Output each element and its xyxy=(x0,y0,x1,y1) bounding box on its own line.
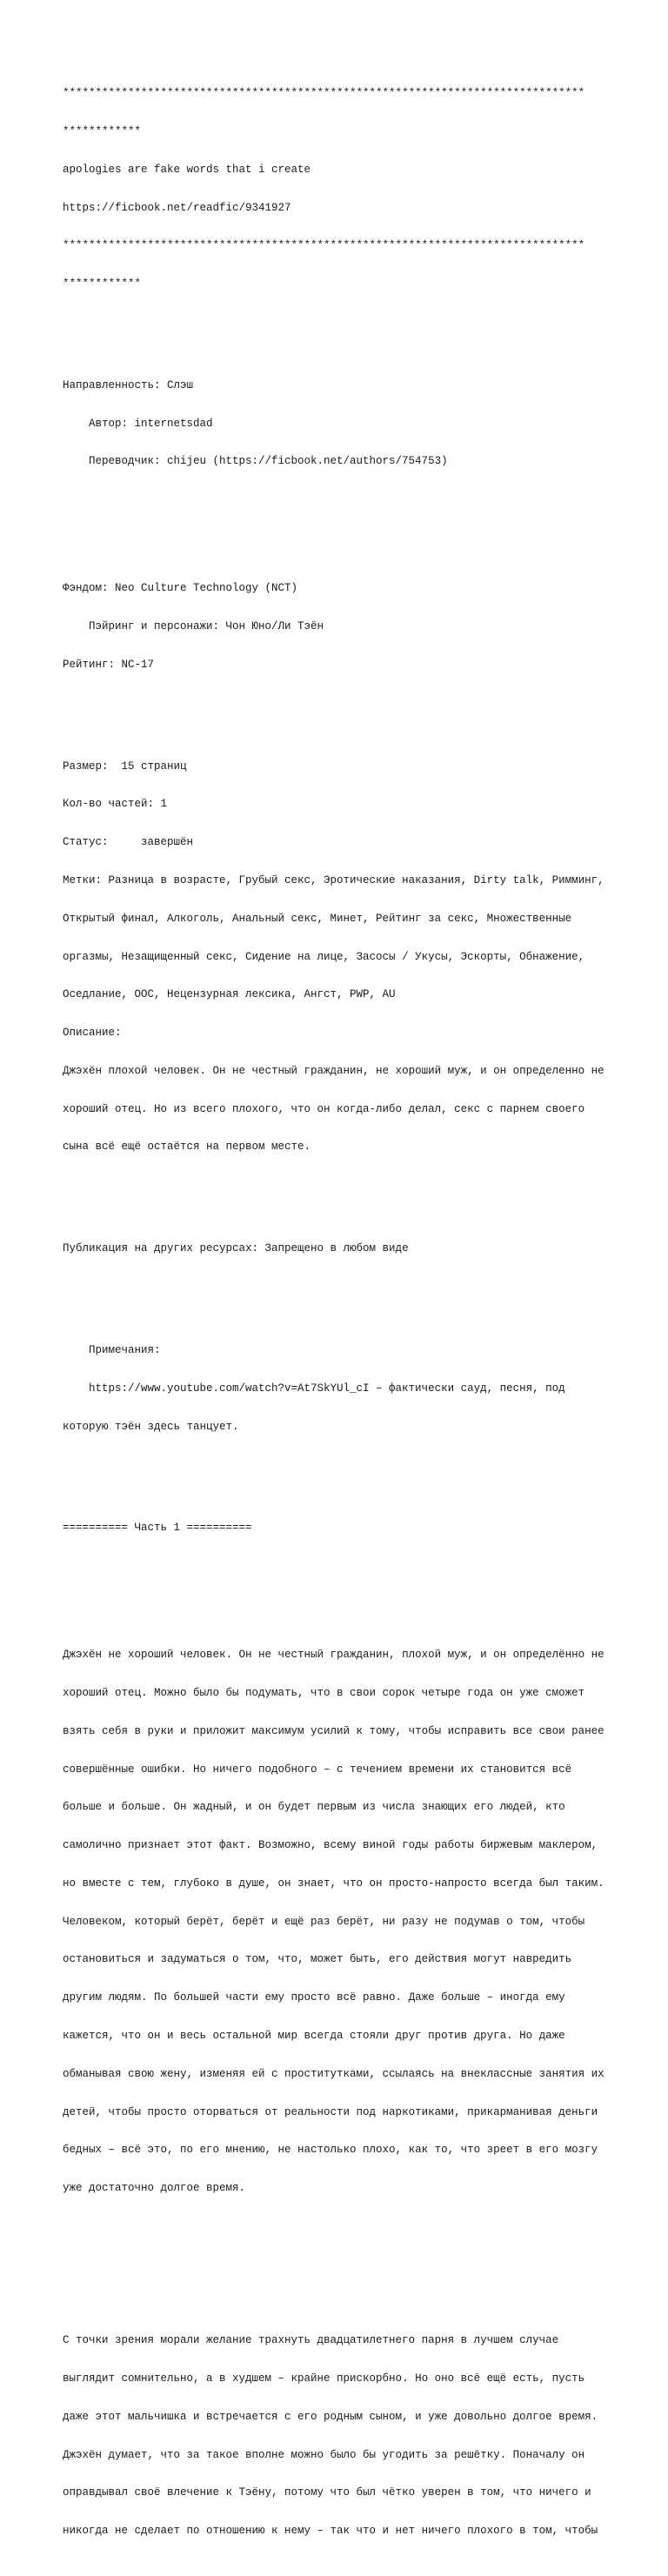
work-url: https://ficbook.net/readfic/9341927 xyxy=(63,201,291,214)
pairing-field: Пэйринг и персонажи: Чон Юно/Ли Тэён xyxy=(89,620,324,633)
spacer xyxy=(63,709,619,722)
paragraph-line: уже достаточно долгое время. xyxy=(63,2182,246,2195)
spacer xyxy=(63,328,619,341)
spacer xyxy=(63,506,619,545)
spacer xyxy=(63,1294,619,1307)
tags-line: Оседлание, OOC, Нецензурная лексика, Ангст, PWP, AU xyxy=(63,988,396,1001)
spacer xyxy=(63,1192,619,1205)
work-title: apologies are fake words that i create xyxy=(63,163,311,176)
chapter-paragraph-1 xyxy=(63,1623,619,2220)
paragraph-line: обманывая свою жену, изменяя ей с проститутками, ссылаясь на внеклассные занятия их xyxy=(63,2067,605,2080)
notes-line: https://www.youtube.com/watch?v=At7SkYUl_cI – фактически сауд, песня, под xyxy=(89,1382,565,1395)
publication-field: Публикация на других ресурсах: Запрещено в любом виде xyxy=(63,1242,409,1255)
paragraph-line: больше и больше. Он жадный, и он будет первым из числа знающих его людей, кто xyxy=(63,1801,565,1814)
paragraph-line: даже этот мальчишка и встречается с его родным сыном, и уже довольно долгое время. xyxy=(63,2410,598,2423)
rating-field: Рейтинг: NC-17 xyxy=(63,658,155,671)
tags-line: оргазмы, Незащищенный секс, Сидение на лице, Засосы / Укусы, Эскорты, Обнажение, xyxy=(63,950,585,963)
paragraph-line: совершённые ошибки. Но ничего подобного – с течением времени их становится всё xyxy=(63,1763,572,1776)
paragraph-line: кажется, что он и весь остальной мир всегда стояли друг против друга. Но даже xyxy=(63,2030,565,2043)
description-line: хороший отец. Но из всего плохого, что он когда-либо делал, секс с парнем своего xyxy=(63,1102,585,1115)
paragraph-line: хороший отец. Можно было бы подумать, что в свои сорок четыре года он уже сможет xyxy=(63,1687,585,1700)
spacer xyxy=(63,2258,619,2272)
notes-line: которую тэён здесь танцует. xyxy=(63,1420,239,1433)
header-stars-top: ******************************************************************************** xyxy=(63,87,585,100)
description-line: сына всё ещё остаётся на первом месте. xyxy=(63,1141,311,1154)
fandom-field: Фэндом: Neo Culture Technology (NCT) xyxy=(63,582,298,595)
header-stars-bottom: ******************************************************************************** xyxy=(63,239,585,252)
paragraph-line: оправдывал своё влечение к Тэёну, потому что был чётко уверен в том, что ничего и xyxy=(63,2486,591,2499)
description-line: Джэхён плохой человек. Он не честный гражданин, не хороший муж, и он определенно не xyxy=(63,1064,605,1077)
paragraph-line: С точки зрения морали желание трахнуть двадцатилетнего парня в лучшем случае xyxy=(63,2334,559,2347)
paragraph-line: никогда не сделает по отношению к нему – так что и нет ничего плохого в том, чтобы xyxy=(63,2525,598,2538)
paragraph-line: другим людям. По большей части ему просто всё равно. Даже больше – иногда ему xyxy=(63,1991,565,2004)
translator-field: Переводчик: chijeu (https://ficbook.net/authors/754753) xyxy=(89,455,448,468)
paragraph-line: выглядит сомнительно, а в худшем – крайне прискорбно. Но оно всё ещё есть, пусть xyxy=(63,2372,585,2385)
tags-line: Открытый финал, Алкоголь, Анальный секс, Минет, Рейтинг за секс, Множественные xyxy=(63,912,572,925)
parts-field: Кол-во частей: 1 xyxy=(63,798,168,811)
tags-line: Метки: Разница в возрасте, Грубый секс, Эротические наказания, Dirty talk, Римминг, xyxy=(63,874,605,887)
status-field: Статус: завершён xyxy=(63,836,194,849)
chapter-heading: ========== Часть 1 ========== xyxy=(63,1522,252,1535)
header-stars-top-continued: ************ xyxy=(63,124,142,137)
paragraph-line: Джэхён не хороший человек. Он не честный гражданин, плохой муж, и он определённо не xyxy=(63,1649,605,1662)
header-stars-bottom-continued: ************ xyxy=(63,278,142,291)
direction-field: Направленность: Слэш xyxy=(63,378,194,391)
size-field: Размер: 15 страниц xyxy=(63,759,187,773)
chapter-paragraph-2 xyxy=(63,2309,619,2563)
notes-label: Примечания: xyxy=(89,1343,161,1356)
paragraph-line: но вместе с тем, глубоко в душе, он знает, что он просто-напросто всегда был таким. xyxy=(63,1877,605,1890)
paragraph-line: Человеком, который берёт, берёт и ещё раз берёт, ни разу не подумав о том, чтобы xyxy=(63,1915,585,1928)
paragraph-line: детей, чтобы просто оторваться от реальности под наркотиками, прикарманивая деньги xyxy=(63,2105,598,2118)
description-label: Описание: xyxy=(63,1027,122,1040)
paragraph-line: остановиться и задуматься о том, что, может быть, его действия могут навредить xyxy=(63,1953,572,1966)
author-field: Автор: internetsdad xyxy=(89,417,213,430)
paragraph-line: Джэхён думает, что за такое вполне можно было бы угодить за решётку. Поначалу он xyxy=(63,2448,585,2461)
spacer xyxy=(63,1573,619,1586)
paragraph-line: взять себя в руки и приложит максимум усилий к тому, чтобы исправить все свои ранее xyxy=(63,1724,605,1737)
paragraph-line: самолично признает этот факт. Возможно, всему виной годы работы биржевым маклером, xyxy=(63,1839,598,1852)
document-page xyxy=(63,62,619,2576)
paragraph-line: бедных – всё это, по его мнению, не настолько плохо, как то, что зреет в его мозгу xyxy=(63,2144,598,2157)
spacer xyxy=(63,1471,619,1484)
